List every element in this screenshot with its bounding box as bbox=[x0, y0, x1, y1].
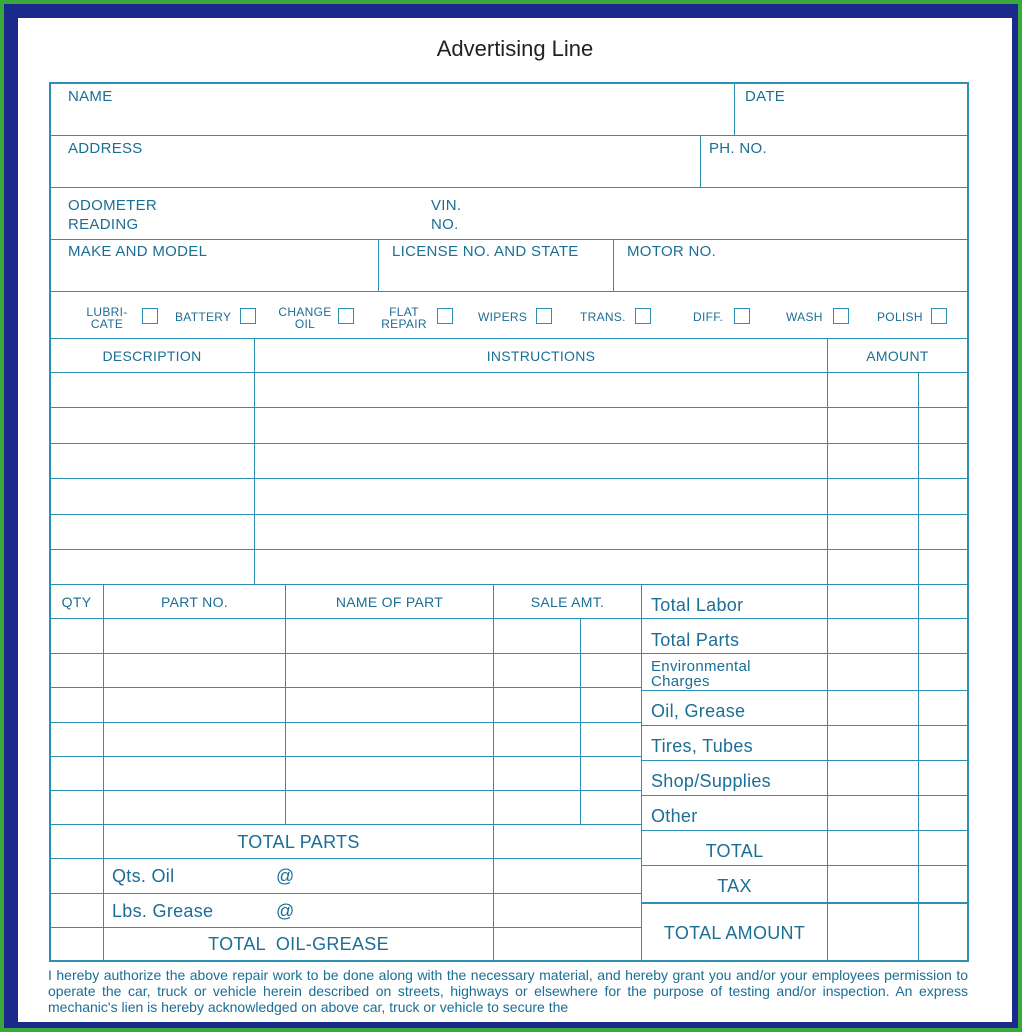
total-labor-label: Total Labor bbox=[651, 595, 744, 615]
vin-field[interactable] bbox=[468, 189, 966, 237]
checkbox-flat-repair[interactable] bbox=[437, 308, 453, 324]
service-label-change-oil: CHANGE OIL bbox=[278, 305, 332, 331]
total-amount-label: TOTAL AMOUNT bbox=[663, 923, 806, 943]
odometer-label-line2: READING bbox=[68, 216, 139, 233]
parts-row[interactable] bbox=[51, 655, 640, 686]
date-field[interactable] bbox=[735, 84, 966, 134]
oil-grease-field[interactable] bbox=[828, 692, 966, 724]
parts-row[interactable] bbox=[51, 792, 640, 823]
lbs-grease-qty-field[interactable] bbox=[51, 895, 102, 926]
other-field[interactable] bbox=[828, 797, 966, 829]
lbs-grease-at: @ bbox=[276, 901, 295, 921]
authorization-text: I hereby authorize the above repair work to be done along with the necessary material, and hereby grant you and/or your employees permission to operate the car, truck or vehicle herein described on streets, highways or elsewhere for the purpose of testing and/or inspection. An express mechanic's lien is hereby acknowledged on above car, truck or vehicle to secure the bbox=[48, 967, 968, 1015]
total-parts-amount-field[interactable] bbox=[494, 826, 640, 857]
sale-amt-header: SALE AMT. bbox=[530, 594, 605, 610]
parts-row[interactable] bbox=[51, 620, 640, 652]
make-model-label: MAKE AND MODEL bbox=[68, 243, 208, 260]
address-field[interactable] bbox=[51, 136, 699, 186]
service-label-wipers: WIPERS bbox=[478, 310, 528, 324]
checkbox-wash[interactable] bbox=[833, 308, 849, 324]
motor-field[interactable] bbox=[614, 240, 966, 290]
vin-label-line1: VIN. bbox=[431, 197, 462, 214]
total-parts-label: TOTAL PARTS bbox=[237, 832, 360, 852]
total-labor-field[interactable] bbox=[828, 586, 966, 617]
instructions-header: INSTRUCTIONS bbox=[486, 348, 596, 364]
total-parts-summary-label: Total Parts bbox=[651, 630, 740, 650]
parts-row[interactable] bbox=[51, 724, 640, 755]
labor-row[interactable] bbox=[51, 409, 917, 442]
tax-label: TAX bbox=[717, 876, 752, 896]
parts-row[interactable] bbox=[51, 689, 640, 721]
checkbox-lubricate[interactable] bbox=[142, 308, 158, 324]
labor-row[interactable] bbox=[51, 516, 917, 548]
lbs-grease-label: Lbs. Grease bbox=[112, 901, 214, 921]
service-label-wash: WASH bbox=[786, 310, 823, 324]
outer-frame bbox=[4, 4, 1018, 1028]
name-field[interactable] bbox=[51, 84, 733, 134]
qts-oil-qty-field[interactable] bbox=[51, 860, 102, 892]
motor-label: MOTOR NO. bbox=[627, 243, 717, 260]
checkbox-polish[interactable] bbox=[931, 308, 947, 324]
tires-tubes-label: Tires, Tubes bbox=[651, 736, 753, 756]
phone-label: PH. NO. bbox=[709, 140, 767, 157]
checkbox-wipers[interactable] bbox=[536, 308, 552, 324]
odometer-field[interactable] bbox=[168, 189, 418, 237]
checkbox-change-oil[interactable] bbox=[338, 308, 354, 324]
service-label-trans: TRANS. bbox=[580, 310, 626, 324]
oil-grease-label: Oil, Grease bbox=[651, 701, 746, 721]
license-label: LICENSE NO. AND STATE bbox=[392, 243, 579, 260]
tax-field[interactable] bbox=[828, 867, 966, 901]
repair-order-form bbox=[18, 18, 1012, 1022]
license-field[interactable] bbox=[379, 240, 612, 290]
service-label-lubricate: LUBRI- CATE bbox=[86, 305, 128, 331]
labor-row[interactable] bbox=[51, 445, 917, 477]
service-label-flat-repair: FLAT REPAIR bbox=[381, 305, 427, 331]
part-no-header: PART NO. bbox=[161, 594, 228, 610]
qty-header: QTY bbox=[61, 594, 92, 610]
name-of-part-header: NAME OF PART bbox=[335, 594, 444, 610]
date-label: DATE bbox=[745, 88, 786, 105]
amount-header: AMOUNT bbox=[866, 348, 929, 364]
labor-row[interactable] bbox=[51, 374, 917, 406]
total-label: TOTAL bbox=[705, 841, 764, 861]
checkbox-diff[interactable] bbox=[734, 308, 750, 324]
labor-row[interactable] bbox=[51, 480, 917, 513]
odometer-label-line1: ODOMETER bbox=[68, 197, 158, 214]
phone-field[interactable] bbox=[701, 136, 966, 186]
environmental-charges-field[interactable] bbox=[828, 655, 966, 689]
make-model-field[interactable] bbox=[51, 240, 377, 290]
shop-supplies-field[interactable] bbox=[828, 762, 966, 794]
other-label: Other bbox=[651, 806, 698, 826]
total-field[interactable] bbox=[828, 832, 966, 864]
service-label-diff: DIFF. bbox=[693, 310, 724, 324]
tires-tubes-field[interactable] bbox=[828, 727, 966, 759]
service-label-battery: BATTERY bbox=[175, 310, 232, 324]
labor-row[interactable] bbox=[51, 551, 917, 583]
qts-oil-label: Qts. Oil bbox=[112, 866, 175, 886]
checkbox-battery[interactable] bbox=[240, 308, 256, 324]
form-title: Advertising Line bbox=[436, 36, 594, 61]
parts-row[interactable] bbox=[51, 758, 640, 789]
checkbox-trans[interactable] bbox=[635, 308, 651, 324]
service-label-polish: POLISH bbox=[877, 310, 923, 324]
shop-supplies-label: Shop/Supplies bbox=[651, 771, 771, 791]
name-label: NAME bbox=[68, 88, 113, 105]
address-label: ADDRESS bbox=[68, 140, 143, 157]
qts-oil-at: @ bbox=[276, 866, 295, 886]
description-header: DESCRIPTION bbox=[102, 348, 202, 364]
environmental-charges-label: Environmental Charges bbox=[651, 658, 751, 690]
total-parts-summary-field[interactable] bbox=[828, 620, 966, 652]
total-oil-grease-label: TOTAL OIL-GREASE bbox=[208, 934, 389, 954]
total-amount-field[interactable] bbox=[828, 905, 966, 960]
vin-label-line2: NO. bbox=[431, 216, 459, 233]
